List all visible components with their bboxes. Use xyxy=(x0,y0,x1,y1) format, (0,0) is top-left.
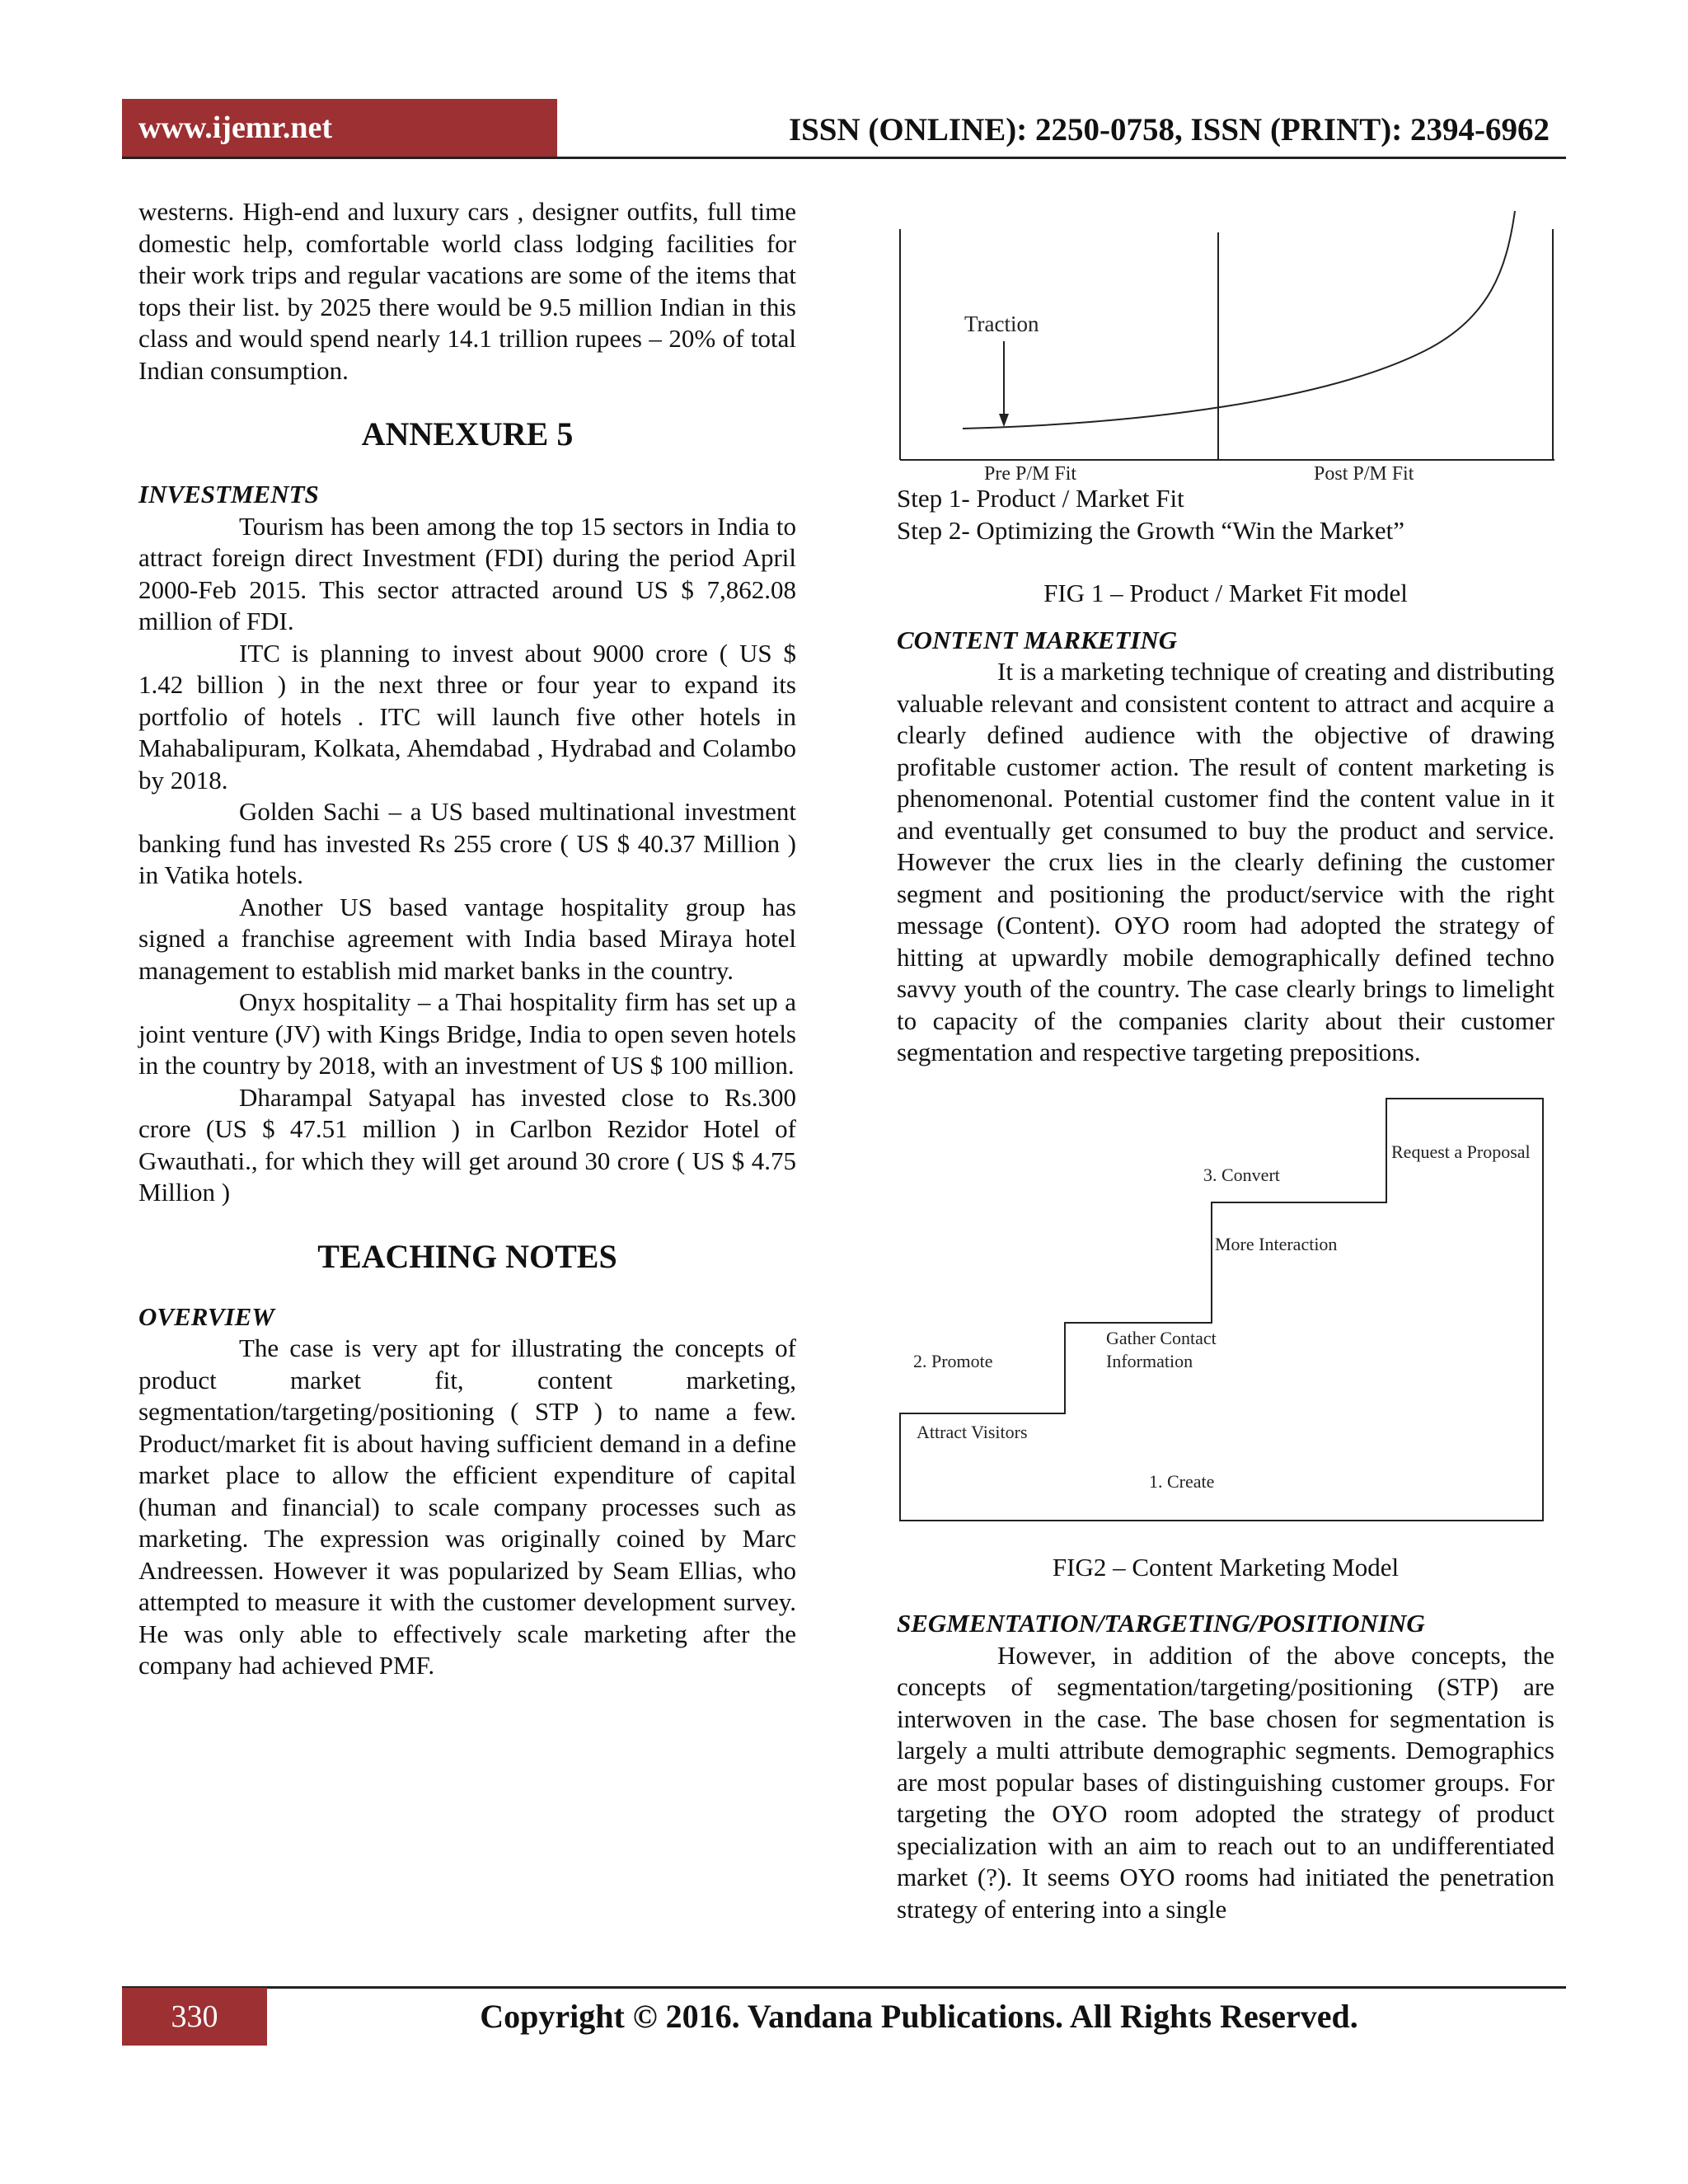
fig1-caption: FIG 1 – Product / Market Fit model xyxy=(1043,579,1408,607)
fig2-request-label: Request a Proposal xyxy=(1391,1141,1531,1162)
fig2-create-label: 1. Create xyxy=(1149,1470,1215,1492)
right-column xyxy=(897,196,1554,1925)
fig1-step2: Step 2- Optimizing the Growth “Win the Market” xyxy=(897,515,1405,545)
fig1-post-label: Post P/M Fit xyxy=(1314,463,1414,483)
fig1-pre-label: Pre P/M Fit xyxy=(984,463,1077,483)
site-url: www.ijemr.net xyxy=(122,99,557,157)
investment-paragraph: Tourism has been among the top 15 sectors in India to attract foreign direct Investment (FDI) during the period April 2000-Feb 2015. This sector attracted around US $ 7,862.08 million of FDI. xyxy=(138,511,796,635)
investment-paragraph: Another US based vantage hospitality group has signed a franchise agreement with India based Miraya hotel management to establish mid market banks in the country. xyxy=(138,892,796,985)
investment-paragraph: ITC is planning to invest about 9000 crore ( US $ 1.42 billion ) in the next three or four year to expand its portfolio of hotels . ITC will launch five other hotels in Mahabalipuram, Kolkata, Ahemdabad , Hydrabad and Colambo by 2018. xyxy=(138,638,796,794)
investment-paragraph: Golden Sachi – a US based multinational investment banking fund has invested Rs 255 crore ( US $ 40.37 Million ) in Vatika hotels. xyxy=(138,797,796,889)
intro-paragraph: westerns. High-end and luxury cars , designer outfits, full time domestic help, comfortable world class lodging facilities for their work trips and regular vacations are some of the items that tops their list. by 2025 there would be 9.5 million Indian in this class and would spend nearly 14.1 trillion rupees – 20% of total Indian consumption. xyxy=(138,197,796,385)
fig1-arrowhead xyxy=(999,414,1009,427)
fig2-more-interaction-label: More Interaction xyxy=(1215,1233,1338,1254)
stp-heading: SEGMENTATION/TARGETING/POSITIONING xyxy=(897,1609,1425,1638)
fig2-attract-label: Attract Visitors xyxy=(917,1421,1028,1442)
fig1-product-market-fit-diagram xyxy=(897,203,1554,483)
fig2-content-marketing-diagram xyxy=(897,1084,1554,1529)
overview-heading: OVERVIEW xyxy=(138,1301,274,1331)
issn-text: ISSN (ONLINE): 2250-0758, ISSN (PRINT): 2394-6962 xyxy=(788,112,1550,148)
teaching-notes-title: TEACHING NOTES xyxy=(317,1237,617,1275)
fig1-traction-label: Traction xyxy=(964,312,1039,336)
stp-paragraph: However, in addition of the above concepts, the concepts of segmentation/targeting/positioning (STP) are interwoven in the case. The base chosen for segmentation is largely a multi attribute demographic segments. Demographics are most popular bases of distinguishing customer groups. For targeting the OYO room adopted the strategy of product specialization with an aim to reach out to an undifferentiated market (?). It seems OYO rooms had initiated the penetration strategy of entering into a single xyxy=(897,1640,1554,1924)
investment-paragraph: Onyx hospitality – a Thai hospitality firm has set up a joint venture (JV) with Kings Bridge, India to open seven hotels in the country by 2018, with an investment of US $ 100 million. xyxy=(138,987,796,1080)
page-header xyxy=(122,99,1566,159)
fig2-gather-label-1: Gather Contact xyxy=(1106,1327,1217,1348)
fig1-growth-curve xyxy=(963,211,1515,429)
overview-paragraph: The case is very apt for illustrating the concepts of product market fit, content marketing, segmentation/targeting/positioning ( STP ) to name a few. Product/market fit is about having sufficient demand in a define market place to allow the efficient expenditure of capital (human and financial) to scale company processes such as marketing. The expression was originally coined by Marc Andreessen. However it was popularized by Seam Ellias, who attempted to measure it with the customer development survey. He was only able to effectively scale marketing after the company had achieved PMF. xyxy=(138,1333,796,1680)
fig2-gather-label-2: Information xyxy=(1106,1350,1193,1371)
fig2-promote-label: 2. Promote xyxy=(913,1350,993,1371)
investments-heading: INVESTMENTS xyxy=(138,480,319,509)
page-number: 330 xyxy=(122,1988,267,2046)
fig2-convert-label: 3. Convert xyxy=(1203,1164,1280,1185)
content-marketing-heading: CONTENT MARKETING xyxy=(897,625,1178,654)
fig2-caption: FIG2 – Content Marketing Model xyxy=(1052,1552,1400,1582)
fig1-step1: Step 1- Product / Market Fit xyxy=(897,484,1184,513)
left-column xyxy=(138,196,796,1682)
annexure-title: ANNEXURE 5 xyxy=(361,415,574,452)
investment-paragraph: Dharampal Satyapal has invested close to Rs.300 crore (US $ 47.51 million ) in Carlbon Rezidor Hotel of Gwauthati., for which they will get around 30 crore ( US $ 4.75 Million ) xyxy=(138,1082,796,1207)
content-marketing-paragraph: It is a marketing technique of creating and distributing valuable relevant and consistent content to attract and acquire a clearly defined audience with the objective of drawing profitable customer action. The result of content marketing is phenomenonal. Potential customer find the content value in it and eventually get consumed to buy the product and service. However the crux lies in the clearly defining the customer segment and positioning the product/service with the right message (Content). OYO room had adopted the strategy of hitting at upwardly mobile demographically defined techno savvy youth of the country. The case clearly brings to limelight to capacity of the companies clarity about their customer segmentation and respective targeting prepositions. xyxy=(897,657,1554,1066)
copyright-text: Copyright © 2016. Vandana Publications. All Rights Reserved. xyxy=(480,1998,1358,2035)
